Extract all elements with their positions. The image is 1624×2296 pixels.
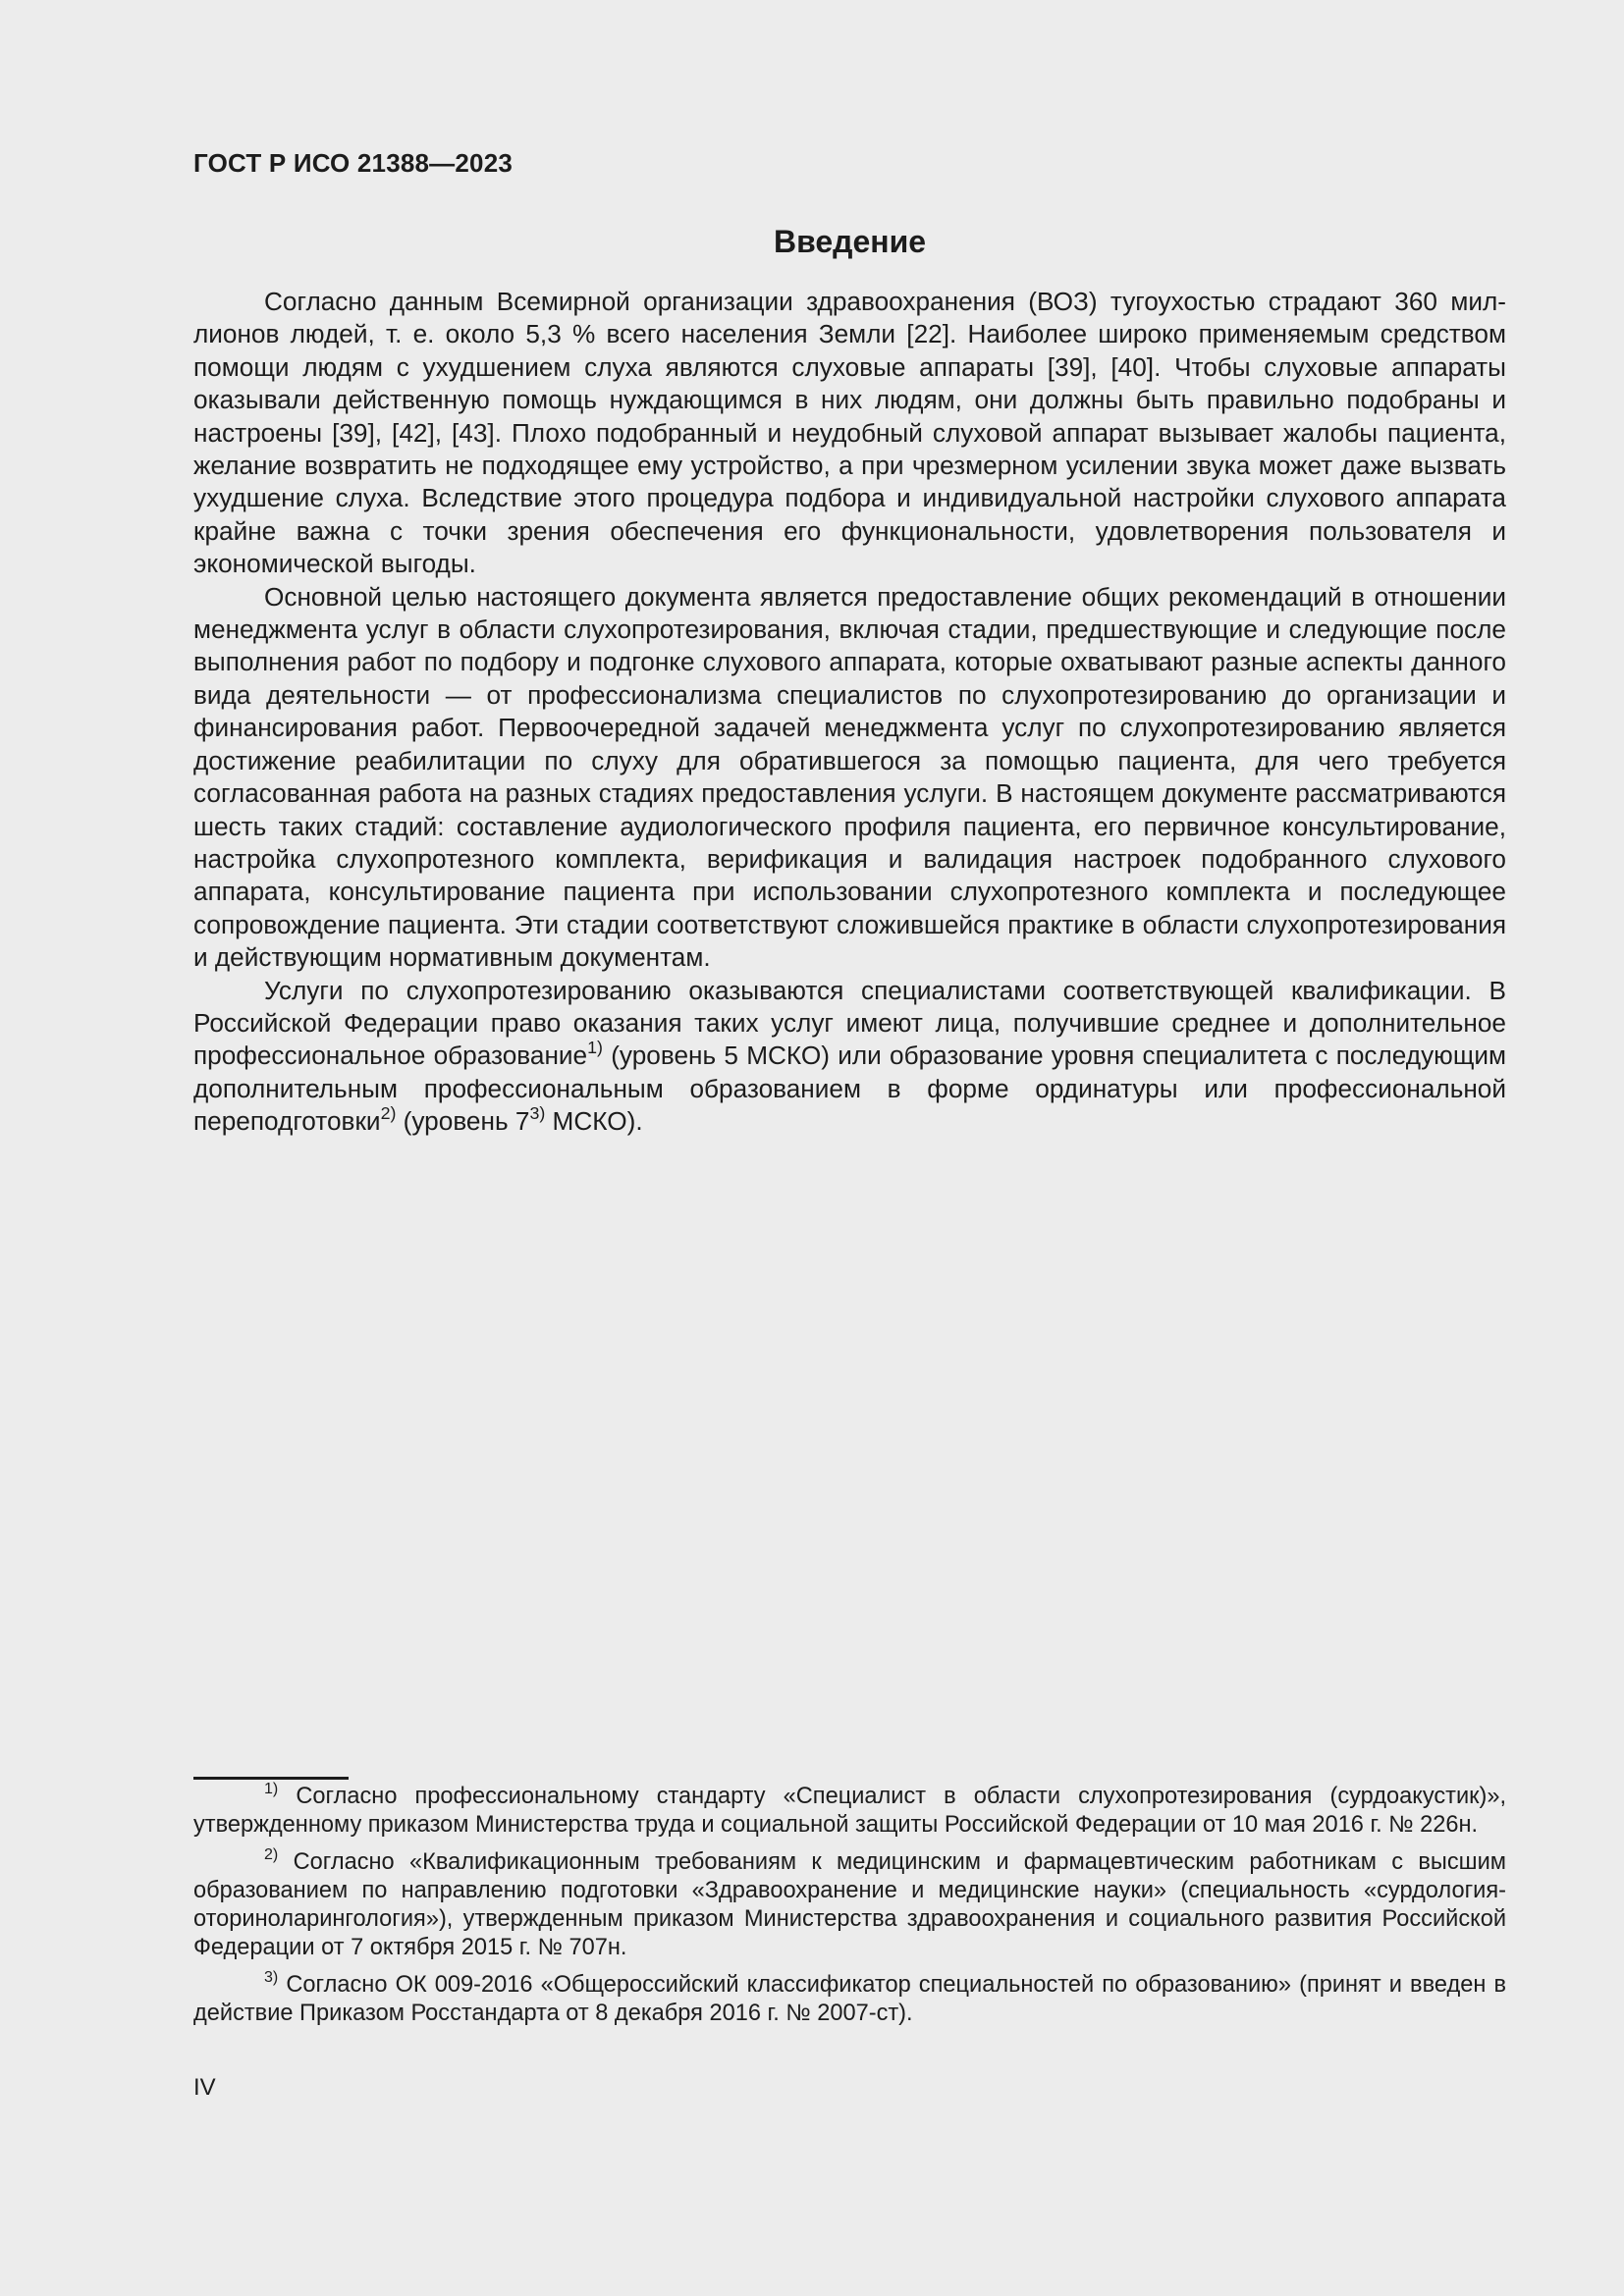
section-title: Введение	[773, 224, 927, 259]
paragraph-3	[193, 975, 1506, 1139]
paragraph-3-text-c: (уровень 7	[396, 1106, 530, 1137]
footnote-mark-1: 1)	[264, 1780, 279, 1798]
footnotes	[193, 1780, 1506, 2036]
footnote-2	[193, 1844, 1506, 1963]
footnote-text-3: Согласно ОК 009-2016 «Общероссийский классификатор специальностей по образованию» (принят и введен в действие Приказом Росстандарта от 8 декабря 2016 г. № 2007-ст).	[193, 1971, 1506, 2027]
paragraph-3-text-d: МСКО).	[545, 1106, 643, 1137]
paragraph-1: Согласно данным Всемирной организации здравоохранения (ВОЗ) тугоухостью страдают 360 миллионов людей, т. е. около 5,3 % всего населения Земли [22]. Наиболее широко применяемым средством помощи людям с ухудшением слуха являются слуховые аппараты [39], [40]. Чтобы слуховые аппараты оказывали действенную помощь нуждающимся в них людям, они должны быть правильно подобраны и настроены [39], [42], [43]. Плохо подобранный и неудобный слуховой аппарат вызывает жалобы пациента, желание возвратить не подходящее ему устройство, а при чрезмерном усилении звука может даже вызвать ухудшение слуха. Вследствие этого процедура подбора и индивидуальной настройки слухового аппарата крайне важна с точки зрения обеспечения его функциональности, удовлетворения пользователя и экономической выгоды.	[193, 287, 1506, 579]
footnote-ref-1[interactable]: 1)	[587, 1038, 603, 1058]
footnote-mark-3: 3)	[264, 1967, 279, 1986]
footnote-ref-3[interactable]: 3)	[529, 1103, 546, 1124]
paragraph-3-text-a: Услуги по слухопротезированию оказываются специалистами соответствующей квалификации. В Российской Федерации право оказания таких услуг имеют лица, получившие среднее и дополнительное профессиональное образование	[193, 975, 1506, 1071]
footnote-text-2: Согласно «Квалификационным требованиям к медицинским и фармацевтическим работникам с высшим образованием по направлению подготовки «Здравоохранение и медицинские науки» (специальность «сурдология-оториноларингология»), утвержденным приказом Министерства здравоохранения и социального развития Российской Федерации от 7 октября 2015 г. № 707н.	[193, 1848, 1506, 1961]
footnote-1	[193, 1780, 1506, 1841]
document-header: ГОСТ Р ИСО 21388—2023	[193, 148, 514, 178]
footnote-ref-2[interactable]: 2)	[380, 1103, 397, 1124]
paragraph-2: Основной целью настоящего документа является предоставление общих рекомендаций в отношении менеджмента услуг в области слухопротезирования, включая стадии, предшествующие и следующие после выполнения работ по подбору и подгонке слухового аппарата, которые охватывают разные аспекты данного вида деятельности — от профессионализма специалистов по слухопротезированию до организации и финансирования работ. Первоочередной задачей менеджмента услуг по слухопротезированию является достижение реабилитации по слуху для обратившегося за помощью пациента, для чего требуется согласованная работа на разных стадиях предоставления услуги. В настоящем документе рассматриваются шесть таких стадий: составление аудиологического профиля пациента, его первичное консультирование, настройка слухопротезного комплекта, верификация и валидация настроек подобранного слухового аппарата, консультирование пациента при использовании слухопротезного комплекта и последующее сопровождение пациента. Эти стадии соответствуют сложившейся практике в области слухопротезирования и действующим нормативным документам.	[193, 581, 1506, 973]
footnote-3	[193, 1967, 1506, 2029]
page-number: IV	[193, 2074, 216, 2101]
body-text	[193, 286, 1506, 1139]
paragraph-3-text-b: (уровень 5 МСКО) или образование уровня специалитета с последующим дополнительным профессиональным образованием в форме ординатуры или профессиональной переподготовки	[193, 1041, 1506, 1137]
footnote-mark-2: 2)	[264, 1844, 279, 1863]
footnote-text-1: Согласно профессиональному стандарту «Специалист в области слухопротезирования (сурдоакустик)», утвержденному приказом Министерства труда и социальной защиты Российской Федерации от 10 мая 2016 г. № 226н.	[193, 1784, 1506, 1839]
